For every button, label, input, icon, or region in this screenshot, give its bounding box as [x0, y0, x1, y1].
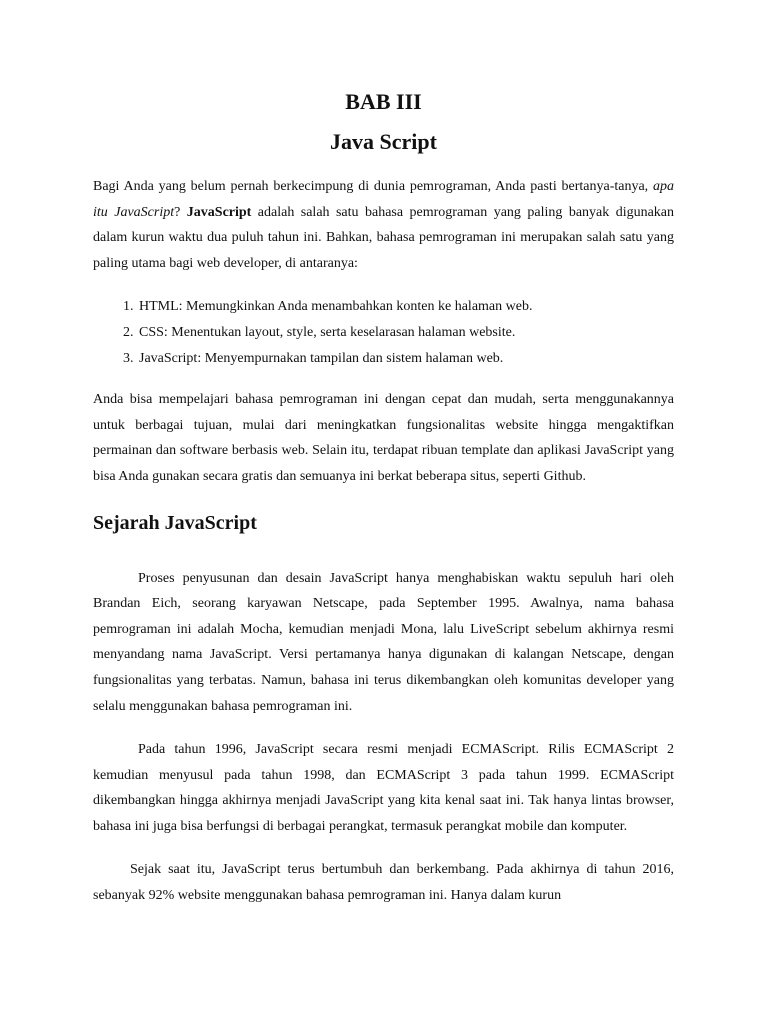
- body-paragraph: Anda bisa mempelajari bahasa pemrograman ini dengan cepat dan mudah, serta menggunakannya untuk berbagai tujuan, mulai dari meningkatkan fungsionalitas website hingga mengaktifkan permainan dan software berbasis web. Selain itu, terdapat ribuan template dan aplikasi JavaScript yang bisa Anda gunakan secara gratis dan semuanya ini berkat beberapa situs, seperti Github.: [93, 392, 674, 484]
- intro-text-3: adalah salah satu bahasa pemrograman yang paling banyak digunakan dalam kurun waktu dua puluh tahun ini. Bahkan, bahasa pemrograman ini merupakan salah satu yang paling utama bagi web developer, di antaranya:: [93, 204, 675, 271]
- intro-bold-term: JavaScript: [186, 204, 252, 220]
- history-paragraph: Pada tahun 1996, JavaScript secara resmi menjadi ECMAScript. Rilis ECMAScript 2 kemudian menyusul pada tahun 1998, dan ECMAScript 3 pada tahun 1999. ECMAScript dikembangkan hingga akhirnya menjadi JavaScript yang kita kenal saat ini. Tak hanya lintas browser, bahasa ini juga bisa berfungsi di berbagai perangkat, termasuk perangkat mobile dan komputer.: [93, 742, 674, 834]
- web-technologies-list: [93, 294, 674, 371]
- chapter-title: Java Script: [330, 129, 437, 154]
- page-content: [93, 84, 674, 909]
- intro-text-2: ?: [174, 204, 187, 220]
- intro-text-1: Bagi Anda yang belum pernah berkecimpung di dunia pemrograman, Anda pasti bertanya-tanya,: [93, 179, 653, 194]
- list-item: 1. HTML: Memungkinkan Anda menambahkan konten ke halaman web.: [137, 294, 674, 320]
- list-item: 2. CSS: Menentukan layout, style, serta keselarasan halaman website.: [137, 320, 674, 346]
- intro-paragraph: [93, 174, 674, 276]
- intro-italic-question: apa itu JavaScript: [93, 179, 674, 220]
- section-heading: Sejarah JavaScript: [93, 511, 257, 534]
- history-paragraph: Sejak saat itu, JavaScript terus bertumbuh dan berkembang. Pada akhirnya di tahun 2016, sebanyak 92% website menggunakan bahasa pemrograman ini. Hanya dalam kurun: [93, 862, 674, 904]
- chapter-label: BAB III: [345, 89, 422, 114]
- list-item: 3. JavaScript: Menyempurnakan tampilan dan sistem halaman web.: [137, 346, 674, 372]
- history-paragraph: Proses penyusunan dan desain JavaScript hanya menghabiskan waktu sepuluh hari oleh Brandan Eich, seorang karyawan Netscape, pada September 1995. Awalnya, nama bahasa pemrograman ini adalah Mocha, kemudian menjadi Mona, lalu LiveScript sebelum akhirnya resmi menyandang nama JavaScript. Versi pertamanya hanya digunakan di kalangan Netscape, dengan fungsionalitas yang terbatas. Namun, bahasa ini terus dikembangkan oleh komunitas developer yang selalu menggunakan bahasa pemrograman ini.: [93, 570, 674, 714]
